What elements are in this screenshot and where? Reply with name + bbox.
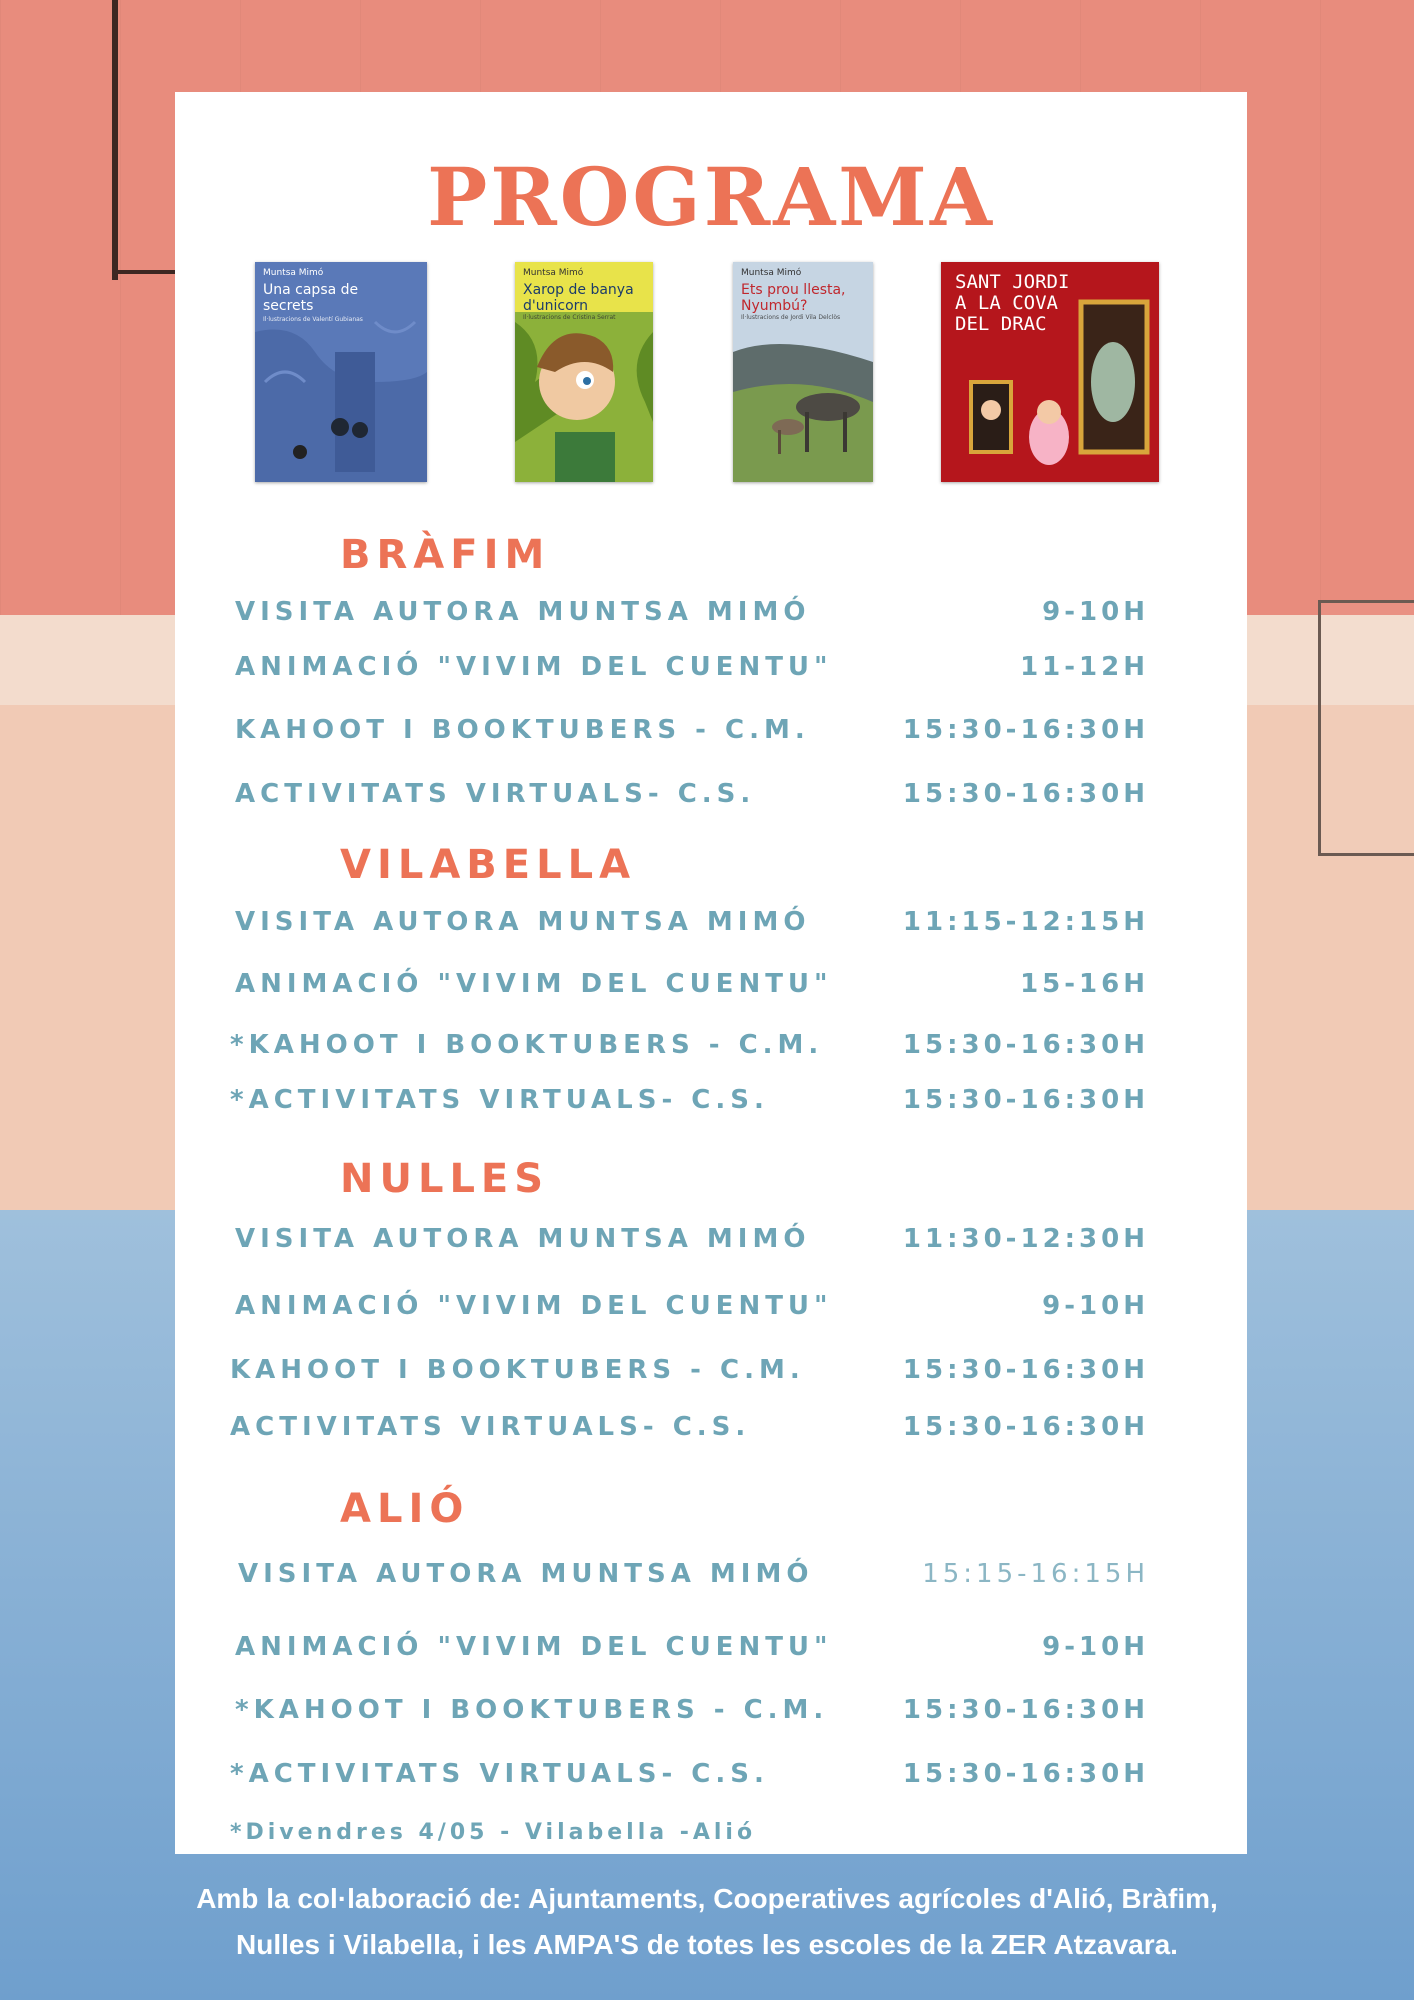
schedule-row — [175, 597, 1247, 637]
activity-time: 15:15-16:15H — [922, 1559, 1149, 1589]
book-cover-sant-jordi-a-la-cova-del-drac — [941, 262, 1159, 482]
schedule-row — [175, 969, 1247, 1009]
activity-label: ANIMACIÓ "VIVIM DEL CUENTU" — [235, 969, 833, 999]
book-author: Muntsa Mimó — [523, 268, 584, 278]
book-title: Una capsa de secrets — [263, 282, 359, 314]
activity-time: 9-10H — [1042, 1632, 1149, 1662]
activity-label: *ACTIVITATS VIRTUALS- C.S. — [230, 1759, 769, 1789]
book-cover-xarop-de-banya-d-unicorn — [515, 262, 653, 482]
wall-crack — [112, 270, 182, 274]
activity-label: KAHOOT I BOOKTUBERS - C.M. — [230, 1355, 805, 1385]
book-title: SANT JORDI A LA COVA DEL DRAC — [955, 271, 1070, 335]
program-panel — [175, 92, 1247, 1854]
schedule-row — [175, 1224, 1247, 1264]
schedule-row — [175, 779, 1247, 819]
schedule-row — [175, 1632, 1247, 1672]
activity-time: 11-12H — [1020, 652, 1149, 682]
schedule-row — [175, 1695, 1247, 1735]
schedule-row — [175, 715, 1247, 755]
section-title-vilabella: VILABELLA — [340, 842, 637, 888]
schedule-row — [175, 1412, 1247, 1452]
schedule-row — [175, 652, 1247, 692]
activity-label: ANIMACIÓ "VIVIM DEL CUENTU" — [235, 1291, 833, 1321]
activity-time: 15-16H — [1020, 969, 1149, 999]
activity-time: 11:30-12:30H — [902, 1224, 1149, 1254]
activity-label: VISITA AUTORA MUNTSA MIMÓ — [238, 1559, 814, 1589]
book-cover-una-capsa-de-secrets — [255, 262, 427, 482]
book-illustration — [255, 262, 427, 482]
schedule-row — [175, 1030, 1247, 1070]
schedule-row — [175, 1759, 1247, 1799]
book-author: Muntsa Mimó — [263, 268, 324, 278]
book-illustrator: Il·lustracions de Valentí Gubianas — [263, 316, 363, 323]
activity-time: 15:30-16:30H — [902, 1695, 1149, 1725]
wall-crack — [112, 0, 118, 280]
activity-time: 15:30-16:30H — [902, 1412, 1149, 1442]
activity-label: ACTIVITATS VIRTUALS- C.S. — [230, 1412, 751, 1442]
activity-time: 15:30-16:30H — [902, 1085, 1149, 1115]
book-title: Ets prou llesta, Nyumbú? — [741, 282, 846, 314]
activity-label: *ACTIVITATS VIRTUALS- C.S. — [230, 1085, 769, 1115]
activity-label: ANIMACIÓ "VIVIM DEL CUENTU" — [235, 1632, 833, 1662]
schedule-row — [175, 1355, 1247, 1395]
activity-label: VISITA AUTORA MUNTSA MIMÓ — [235, 597, 811, 627]
footer-line: Nulles i Vilabella, i les AMPA'S de totes les escoles de la ZER Atzavara. — [236, 1929, 1178, 1960]
activity-time: 11:15-12:15H — [902, 907, 1149, 937]
activity-label: *KAHOOT I BOOKTUBERS - C.M. — [230, 1030, 824, 1060]
section-title-alio: ALIÓ — [340, 1486, 470, 1532]
wall-window — [1318, 600, 1414, 856]
book-illustrator: Il·lustracions de Jordi Vila Delclòs — [741, 314, 841, 321]
section-title-nulles: NULLES — [340, 1156, 550, 1202]
activity-time: 15:30-16:30H — [902, 1759, 1149, 1789]
activity-label: VISITA AUTORA MUNTSA MIMÓ — [235, 907, 811, 937]
book-cover-ets-prou-llesta-nyumbu — [733, 262, 873, 482]
page-title: PROGRAMA — [427, 150, 995, 244]
activity-label: KAHOOT I BOOKTUBERS - C.M. — [235, 715, 810, 745]
activity-time: 15:30-16:30H — [902, 715, 1149, 745]
activity-label: ANIMACIÓ "VIVIM DEL CUENTU" — [235, 652, 833, 682]
schedule-row — [175, 1291, 1247, 1331]
activity-time: 15:30-16:30H — [902, 1355, 1149, 1385]
activity-label: ACTIVITATS VIRTUALS- C.S. — [235, 779, 756, 809]
book-title: Xarop de banya d'unicorn — [523, 282, 634, 314]
schedule-row — [175, 907, 1247, 947]
footnote: *Divendres 4/05 - Vilabella -Alió — [230, 1820, 757, 1845]
activity-label: VISITA AUTORA MUNTSA MIMÓ — [235, 1224, 811, 1254]
footer-line: Amb la col·laboració de: Ajuntaments, Cooperatives agrícoles d'Alió, Bràfim, — [196, 1883, 1218, 1914]
activity-label: *KAHOOT I BOOKTUBERS - C.M. — [235, 1695, 829, 1725]
activity-time: 9-10H — [1042, 1291, 1149, 1321]
book-illustrator: Il·lustracions de Cristina Serrat — [523, 314, 616, 321]
activity-time: 15:30-16:30H — [902, 779, 1149, 809]
collaboration-footer — [0, 1876, 1414, 1968]
schedule-row — [175, 1085, 1247, 1125]
schedule-row — [175, 1559, 1247, 1599]
book-author: Muntsa Mimó — [741, 268, 802, 278]
section-title-brafim: BRÀFIM — [340, 532, 551, 578]
activity-time: 9-10H — [1042, 597, 1149, 627]
activity-time: 15:30-16:30H — [902, 1030, 1149, 1060]
